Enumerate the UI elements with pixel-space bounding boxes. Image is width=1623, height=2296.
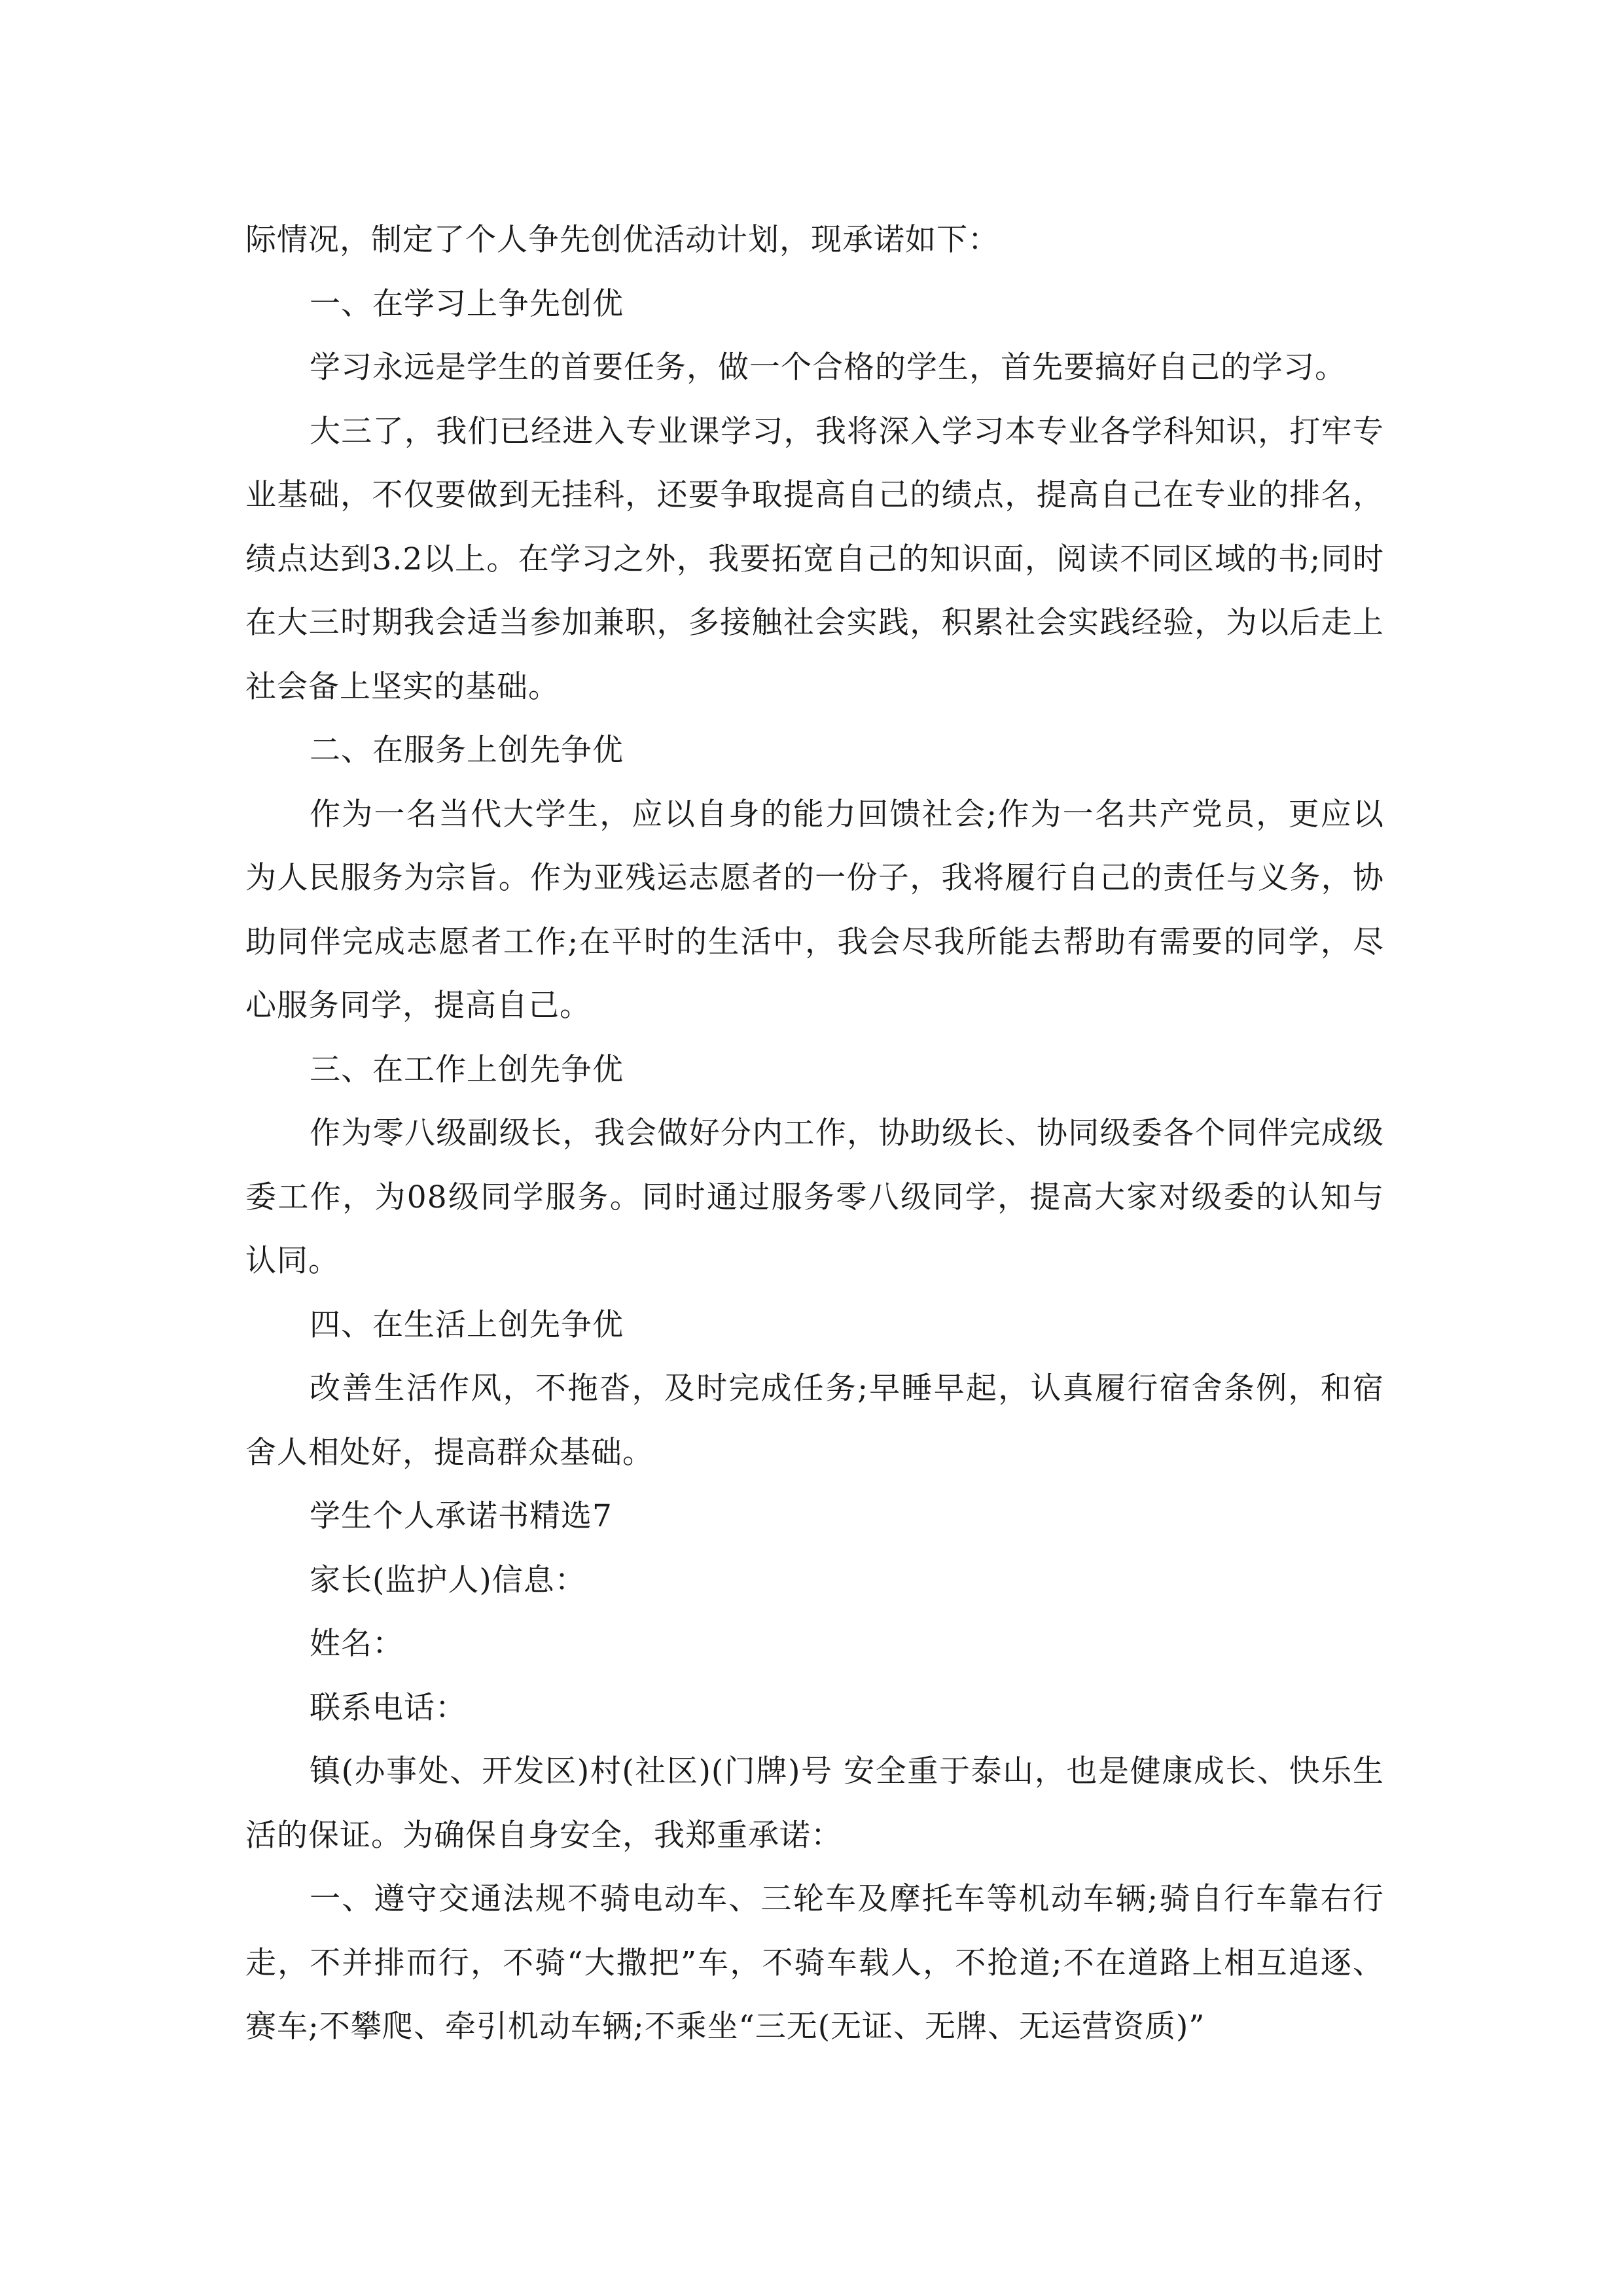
paragraph: 作为零八级副级长，我会做好分内工作，协助级长、协同级委各个同伴完成级委工作，为08级同学服务。同时通过服务零八级同学，提高大家对级委的认知与认同。 [245,1115,1384,1279]
paragraph: 大三了，我们已经进入专业课学习，我将深入学习本专业各学科知识，打牢专业基础，不仅要做到无挂科，还要争取提高自己的绩点，提高自己在专业的排名，绩点达到3.2以上。在学习之外，我要拓宽自己的知识面，阅读不同区域的书;同时在大三时期我会适当参加兼职，多接触社会实践，积累社会实践经验，为以后走上社会备上坚实的基础。 [245,413,1384,705]
paragraph-continuation: 际情况，制定了个人争先创优活动计划，现承诺如下： [245,222,999,258]
paragraph: 一、遵守交通法规不骑电动车、三轮车及摩托车等机动车辆;骑自行车靠右行走，不并排而行，不骑“大撒把”车，不骑车载人，不抢道;不在道路上相互追逐、赛车;不攀爬、牵引机动车辆;不乘坐“三无(无证、无牌、无运营资质)” [245,1881,1384,2045]
section-heading-work: 三、在工作上创先争优 [310,1051,624,1088]
paragraph: 镇(办事处、开发区)村(社区)(门牌)号 安全重于泰山，也是健康成长、快乐生活的保证。为确保自身安全，我郑重承诺： [245,1753,1384,1854]
paragraph: 学习永远是学生的首要任务，做一个合格的学生，首先要搞好自己的学习。 [310,350,1346,386]
section-heading-service: 二、在服务上创先争优 [310,732,624,768]
document-body [245,208,1384,2059]
paragraph: 作为一名当代大学生，应以自身的能力回馈社会;作为一名共产党员，更应以为人民服务为宗旨。作为亚残运志愿者的一份子，我将履行自己的责任与义务，协助同伴完成志愿者工作;在平时的生活中，我会尽我所能去帮助有需要的同学，尽心服务同学，提高自己。 [245,796,1384,1024]
name-field-label: 姓名： [310,1626,404,1662]
phone-field-label: 联系电话： [310,1689,467,1726]
guardian-info-label: 家长(监护人)信息： [310,1562,586,1598]
section-heading-study: 一、在学习上争先创优 [310,285,624,322]
section-heading-life: 四、在生活上创先争优 [310,1306,624,1343]
document-title: 学生个人承诺书精选7 [310,1498,613,1534]
paragraph: 改善生活作风，不拖沓，及时完成任务;早睡早起，认真履行宿舍条例，和宿舍人相处好，提高群众基础。 [245,1371,1384,1471]
